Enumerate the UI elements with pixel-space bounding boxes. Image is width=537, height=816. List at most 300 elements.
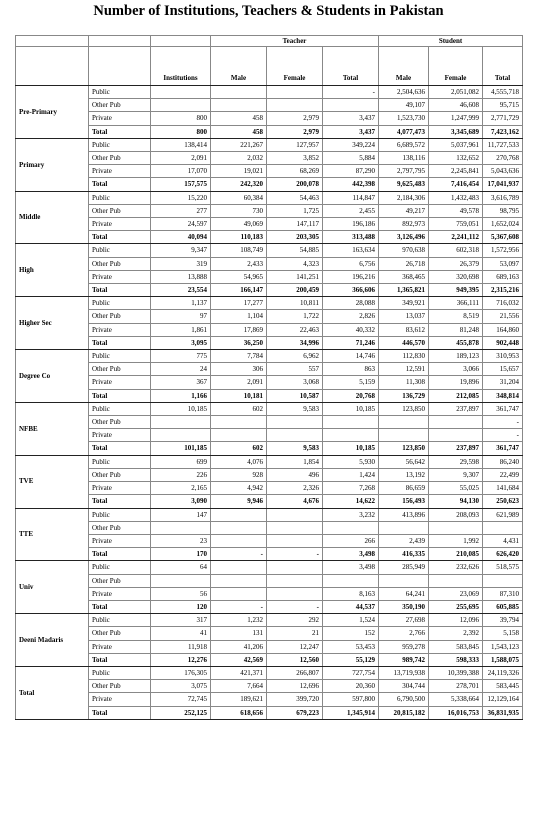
value-cell: 9,583 — [267, 402, 323, 415]
value-cell: 200,078 — [267, 178, 323, 191]
value-cell: - — [483, 429, 523, 442]
value-cell: 252,125 — [151, 706, 211, 719]
value-cell: 49,578 — [429, 204, 483, 217]
value-cell: 11,308 — [379, 376, 429, 389]
level-label: Middle — [16, 191, 89, 244]
header-group-row — [16, 36, 523, 47]
value-cell — [379, 521, 429, 534]
value-cell: 458 — [211, 125, 267, 138]
table-row — [16, 706, 523, 719]
value-cell: 416,335 — [379, 548, 429, 561]
value-cell: 31,204 — [483, 376, 523, 389]
value-cell: 108,749 — [211, 244, 267, 257]
value-cell: 10,185 — [151, 402, 211, 415]
value-cell: 349,921 — [379, 297, 429, 310]
value-cell: 127,957 — [267, 138, 323, 151]
sector-label: Total — [89, 548, 151, 561]
value-cell: 2,184,306 — [379, 191, 429, 204]
value-cell: 72,745 — [151, 693, 211, 706]
value-cell: 136,729 — [379, 389, 429, 402]
value-cell: 87,290 — [323, 165, 379, 178]
value-cell: 699 — [151, 455, 211, 468]
value-cell: 928 — [211, 468, 267, 481]
value-cell: 221,267 — [211, 138, 267, 151]
value-cell: 9,625,483 — [379, 178, 429, 191]
value-cell: 83,612 — [379, 323, 429, 336]
table-row — [16, 350, 523, 363]
table-row — [16, 468, 523, 481]
sector-label: Private — [89, 693, 151, 706]
sector-label: Private — [89, 323, 151, 336]
sector-label: Other Pub — [89, 627, 151, 640]
table-row — [16, 429, 523, 442]
value-cell: 21,556 — [483, 310, 523, 323]
value-cell: 86,240 — [483, 455, 523, 468]
sector-label: Public — [89, 191, 151, 204]
teacher-male-header: Male — [211, 47, 267, 86]
value-cell: 1,166 — [151, 389, 211, 402]
level-label: NFBE — [16, 402, 89, 455]
value-cell: 306 — [211, 363, 267, 376]
sector-label: Public — [89, 402, 151, 415]
table-row — [16, 86, 523, 99]
table-row — [16, 455, 523, 468]
value-cell: 3,095 — [151, 336, 211, 349]
value-cell — [151, 521, 211, 534]
value-cell: 157,575 — [151, 178, 211, 191]
table-row — [16, 165, 523, 178]
value-cell: 14,746 — [323, 350, 379, 363]
sector-label: Other Pub — [89, 257, 151, 270]
value-cell: 8,519 — [429, 310, 483, 323]
value-cell: 5,367,608 — [483, 231, 523, 244]
statistics-table — [15, 35, 523, 720]
value-cell: 3,498 — [323, 561, 379, 574]
value-cell: 36,250 — [211, 336, 267, 349]
sector-label: Other Pub — [89, 468, 151, 481]
value-cell — [483, 574, 523, 587]
value-cell: 95,715 — [483, 99, 523, 112]
value-cell: 123,850 — [379, 402, 429, 415]
value-cell: 621,989 — [483, 508, 523, 521]
value-cell: 138,414 — [151, 138, 211, 151]
table-row — [16, 231, 523, 244]
sector-label: Private — [89, 112, 151, 125]
value-cell: 970,638 — [379, 244, 429, 257]
value-cell: 266,807 — [267, 666, 323, 679]
value-cell: 22,499 — [483, 468, 523, 481]
value-cell: 2,797,795 — [379, 165, 429, 178]
value-cell: 2,091 — [151, 152, 211, 165]
value-cell: 2,826 — [323, 310, 379, 323]
value-cell: 71,246 — [323, 336, 379, 349]
value-cell — [151, 99, 211, 112]
value-cell: 131 — [211, 627, 267, 640]
value-cell — [429, 416, 483, 429]
value-cell: 598,333 — [429, 653, 483, 666]
sector-label: Public — [89, 666, 151, 679]
value-cell: 626,420 — [483, 548, 523, 561]
value-cell: 1,523,730 — [379, 112, 429, 125]
sector-label: Other Pub — [89, 680, 151, 693]
value-cell: 5,159 — [323, 376, 379, 389]
value-cell: - — [267, 548, 323, 561]
sector-label: Total — [89, 284, 151, 297]
value-cell: 2,979 — [267, 112, 323, 125]
value-cell: 349,224 — [323, 138, 379, 151]
value-cell: 64 — [151, 561, 211, 574]
value-cell: 10,181 — [211, 389, 267, 402]
sector-label: Other Pub — [89, 363, 151, 376]
teacher-group-header: Teacher — [211, 36, 379, 47]
value-cell: 24,119,326 — [483, 666, 523, 679]
value-cell: 1,543,123 — [483, 640, 523, 653]
value-cell: 2,979 — [267, 125, 323, 138]
sector-label: Total — [89, 600, 151, 613]
value-cell: 368,465 — [379, 270, 429, 283]
table-row — [16, 297, 523, 310]
student-total-header: Total — [483, 47, 523, 86]
value-cell: 54,965 — [211, 270, 267, 283]
value-cell: 12,096 — [429, 614, 483, 627]
header-empty-cell — [16, 47, 89, 86]
value-cell — [211, 534, 267, 547]
value-cell: 1,524 — [323, 614, 379, 627]
value-cell: 2,766 — [379, 627, 429, 640]
value-cell: 86,659 — [379, 482, 429, 495]
sector-label: Private — [89, 376, 151, 389]
value-cell: 597,800 — [323, 693, 379, 706]
sector-label: Private — [89, 640, 151, 653]
value-cell: 12,696 — [267, 680, 323, 693]
value-cell: 1,725 — [267, 204, 323, 217]
value-cell: 959,278 — [379, 640, 429, 653]
value-cell: 2,051,082 — [429, 86, 483, 99]
sector-label: Private — [89, 270, 151, 283]
header-column-row — [16, 47, 523, 86]
value-cell: 413,896 — [379, 508, 429, 521]
value-cell: 98,795 — [483, 204, 523, 217]
value-cell: 46,608 — [429, 99, 483, 112]
value-cell: 310,953 — [483, 350, 523, 363]
value-cell: 54,885 — [267, 244, 323, 257]
value-cell: 189,123 — [429, 350, 483, 363]
value-cell: 399,720 — [267, 693, 323, 706]
value-cell: 1,365,821 — [379, 284, 429, 297]
table-row — [16, 336, 523, 349]
value-cell — [267, 508, 323, 521]
value-cell: 2,315,216 — [483, 284, 523, 297]
table-row — [16, 574, 523, 587]
value-cell: 49,107 — [379, 99, 429, 112]
teacher-female-header: Female — [267, 47, 323, 86]
header-empty-cell — [151, 36, 211, 47]
value-cell: 320,698 — [429, 270, 483, 283]
value-cell — [323, 429, 379, 442]
sector-label: Public — [89, 455, 151, 468]
value-cell: 17,070 — [151, 165, 211, 178]
value-cell: 19,896 — [429, 376, 483, 389]
value-cell — [379, 429, 429, 442]
value-cell — [379, 574, 429, 587]
value-cell: 1,345,914 — [323, 706, 379, 719]
sector-label: Total — [89, 389, 151, 402]
value-cell: 22,463 — [267, 323, 323, 336]
value-cell: 605,885 — [483, 600, 523, 613]
value-cell: - — [211, 548, 267, 561]
value-cell: 81,248 — [429, 323, 483, 336]
value-cell — [429, 521, 483, 534]
value-cell: 112,830 — [379, 350, 429, 363]
sector-label: Total — [89, 653, 151, 666]
sector-label: Public — [89, 297, 151, 310]
table-row — [16, 125, 523, 138]
value-cell: 304,744 — [379, 680, 429, 693]
value-cell: 4,431 — [483, 534, 523, 547]
value-cell: 15,657 — [483, 363, 523, 376]
value-cell: 9,347 — [151, 244, 211, 257]
header-empty-cell — [89, 47, 151, 86]
value-cell: 60,384 — [211, 191, 267, 204]
value-cell: 277 — [151, 204, 211, 217]
value-cell: 152 — [323, 627, 379, 640]
value-cell — [211, 99, 267, 112]
sector-label: Public — [89, 508, 151, 521]
value-cell: 727,754 — [323, 666, 379, 679]
value-cell: 4,077,473 — [379, 125, 429, 138]
table-row — [16, 244, 523, 257]
value-cell: 583,445 — [483, 680, 523, 693]
value-cell: 26,379 — [429, 257, 483, 270]
page-title: Number of Institutions, Teachers & Students in Pakistan — [93, 3, 444, 19]
table-row — [16, 561, 523, 574]
value-cell: 716,032 — [483, 297, 523, 310]
value-cell: 496 — [267, 468, 323, 481]
sector-label: Public — [89, 86, 151, 99]
value-cell: 49,217 — [379, 204, 429, 217]
level-label: Degree Co — [16, 350, 89, 403]
value-cell: 55,129 — [323, 653, 379, 666]
value-cell: 319 — [151, 257, 211, 270]
table-row — [16, 376, 523, 389]
value-cell: 1,424 — [323, 468, 379, 481]
value-cell: 12,247 — [267, 640, 323, 653]
value-cell: 602 — [211, 402, 267, 415]
value-cell: 583,845 — [429, 640, 483, 653]
sector-label: Total — [89, 125, 151, 138]
value-cell: 23,554 — [151, 284, 211, 297]
value-cell — [267, 561, 323, 574]
value-cell: 200,459 — [267, 284, 323, 297]
sector-label: Total — [89, 336, 151, 349]
value-cell — [267, 534, 323, 547]
value-cell: 350,190 — [379, 600, 429, 613]
value-cell: - — [483, 416, 523, 429]
table-row — [16, 693, 523, 706]
value-cell: 242,320 — [211, 178, 267, 191]
value-cell — [151, 416, 211, 429]
value-cell: 2,241,112 — [429, 231, 483, 244]
value-cell: 949,395 — [429, 284, 483, 297]
value-cell: 20,360 — [323, 680, 379, 693]
value-cell: 23 — [151, 534, 211, 547]
value-cell: 361,747 — [483, 442, 523, 455]
value-cell: 54,463 — [267, 191, 323, 204]
value-cell: 120 — [151, 600, 211, 613]
value-cell: 442,398 — [323, 178, 379, 191]
value-cell: 266 — [323, 534, 379, 547]
sector-label: Public — [89, 350, 151, 363]
table-row — [16, 389, 523, 402]
value-cell: 15,220 — [151, 191, 211, 204]
value-cell: 147 — [151, 508, 211, 521]
value-cell: 3,437 — [323, 112, 379, 125]
value-cell: 132,652 — [429, 152, 483, 165]
value-cell: 1,247,999 — [429, 112, 483, 125]
sector-label: Private — [89, 534, 151, 547]
value-cell: 3,498 — [323, 548, 379, 561]
table-row — [16, 534, 523, 547]
value-cell: 1,861 — [151, 323, 211, 336]
value-cell: 166,147 — [211, 284, 267, 297]
table-row — [16, 587, 523, 600]
value-cell: 759,051 — [429, 218, 483, 231]
value-cell: 2,091 — [211, 376, 267, 389]
table-row — [16, 482, 523, 495]
value-cell: 3,090 — [151, 495, 211, 508]
value-cell: 800 — [151, 125, 211, 138]
value-cell: 170 — [151, 548, 211, 561]
value-cell: 208,093 — [429, 508, 483, 521]
table-row — [16, 402, 523, 415]
value-cell: 1,854 — [267, 455, 323, 468]
value-cell: - — [267, 600, 323, 613]
value-cell — [211, 429, 267, 442]
value-cell: 237,897 — [429, 402, 483, 415]
value-cell: 2,504,636 — [379, 86, 429, 99]
sector-label: Public — [89, 138, 151, 151]
value-cell: - — [211, 600, 267, 613]
value-cell: 12,591 — [379, 363, 429, 376]
value-cell: 2,771,729 — [483, 112, 523, 125]
value-cell: 1,104 — [211, 310, 267, 323]
table-row — [16, 653, 523, 666]
value-cell: 40,332 — [323, 323, 379, 336]
value-cell: 176,305 — [151, 666, 211, 679]
value-cell: 270,768 — [483, 152, 523, 165]
value-cell: 53,453 — [323, 640, 379, 653]
value-cell — [211, 561, 267, 574]
value-cell — [211, 521, 267, 534]
value-cell: 602 — [211, 442, 267, 455]
table-row — [16, 284, 523, 297]
value-cell: 6,962 — [267, 350, 323, 363]
value-cell: 348,814 — [483, 389, 523, 402]
value-cell — [379, 416, 429, 429]
value-cell — [483, 521, 523, 534]
student-group-header: Student — [379, 36, 523, 47]
value-cell: 11,727,533 — [483, 138, 523, 151]
value-cell: 1,652,024 — [483, 218, 523, 231]
value-cell: 1,137 — [151, 297, 211, 310]
value-cell: 147,117 — [267, 218, 323, 231]
value-cell: 3,068 — [267, 376, 323, 389]
table-row — [16, 640, 523, 653]
value-cell: 367 — [151, 376, 211, 389]
value-cell — [151, 86, 211, 99]
value-cell: 3,852 — [267, 152, 323, 165]
value-cell: 989,742 — [379, 653, 429, 666]
table-row — [16, 257, 523, 270]
value-cell — [151, 574, 211, 587]
value-cell: 1,992 — [429, 534, 483, 547]
value-cell: 366,606 — [323, 284, 379, 297]
value-cell: 557 — [267, 363, 323, 376]
value-cell: 13,037 — [379, 310, 429, 323]
sector-label: Total — [89, 495, 151, 508]
table-row — [16, 548, 523, 561]
value-cell — [267, 429, 323, 442]
value-cell: 17,041,937 — [483, 178, 523, 191]
sector-label: Other Pub — [89, 574, 151, 587]
value-cell: 12,276 — [151, 653, 211, 666]
value-cell: 42,569 — [211, 653, 267, 666]
table-row — [16, 495, 523, 508]
table-row — [16, 508, 523, 521]
table-row — [16, 112, 523, 125]
value-cell: 255,695 — [429, 600, 483, 613]
level-label: Deeni Madaris — [16, 614, 89, 667]
header-empty-cell — [89, 36, 151, 47]
level-label: High — [16, 244, 89, 297]
value-cell: 458 — [211, 112, 267, 125]
value-cell: 5,930 — [323, 455, 379, 468]
value-cell: 1,588,075 — [483, 653, 523, 666]
value-cell: 800 — [151, 112, 211, 125]
table-row — [16, 614, 523, 627]
value-cell: 421,371 — [211, 666, 267, 679]
value-cell: 5,338,664 — [429, 693, 483, 706]
value-cell — [323, 521, 379, 534]
value-cell: 5,158 — [483, 627, 523, 640]
value-cell: 39,794 — [483, 614, 523, 627]
value-cell: 1,722 — [267, 310, 323, 323]
value-cell: 3,066 — [429, 363, 483, 376]
table-row — [16, 416, 523, 429]
value-cell: 36,831,935 — [483, 706, 523, 719]
value-cell: 285,949 — [379, 561, 429, 574]
value-cell: 212,085 — [429, 389, 483, 402]
value-cell: 775 — [151, 350, 211, 363]
value-cell: 28,088 — [323, 297, 379, 310]
level-label: Pre-Primary — [16, 86, 89, 139]
value-cell: 196,216 — [323, 270, 379, 283]
value-cell: 13,888 — [151, 270, 211, 283]
value-cell: 110,183 — [211, 231, 267, 244]
level-label: TTE — [16, 508, 89, 561]
value-cell: 94,130 — [429, 495, 483, 508]
header-empty-cell — [16, 36, 89, 47]
table-row — [16, 152, 523, 165]
sector-label: Private — [89, 218, 151, 231]
value-cell: 278,701 — [429, 680, 483, 693]
value-cell — [267, 574, 323, 587]
value-cell: 2,032 — [211, 152, 267, 165]
value-cell: 1,432,483 — [429, 191, 483, 204]
value-cell: 10,811 — [267, 297, 323, 310]
value-cell: 3,345,689 — [429, 125, 483, 138]
value-cell: 679,223 — [267, 706, 323, 719]
